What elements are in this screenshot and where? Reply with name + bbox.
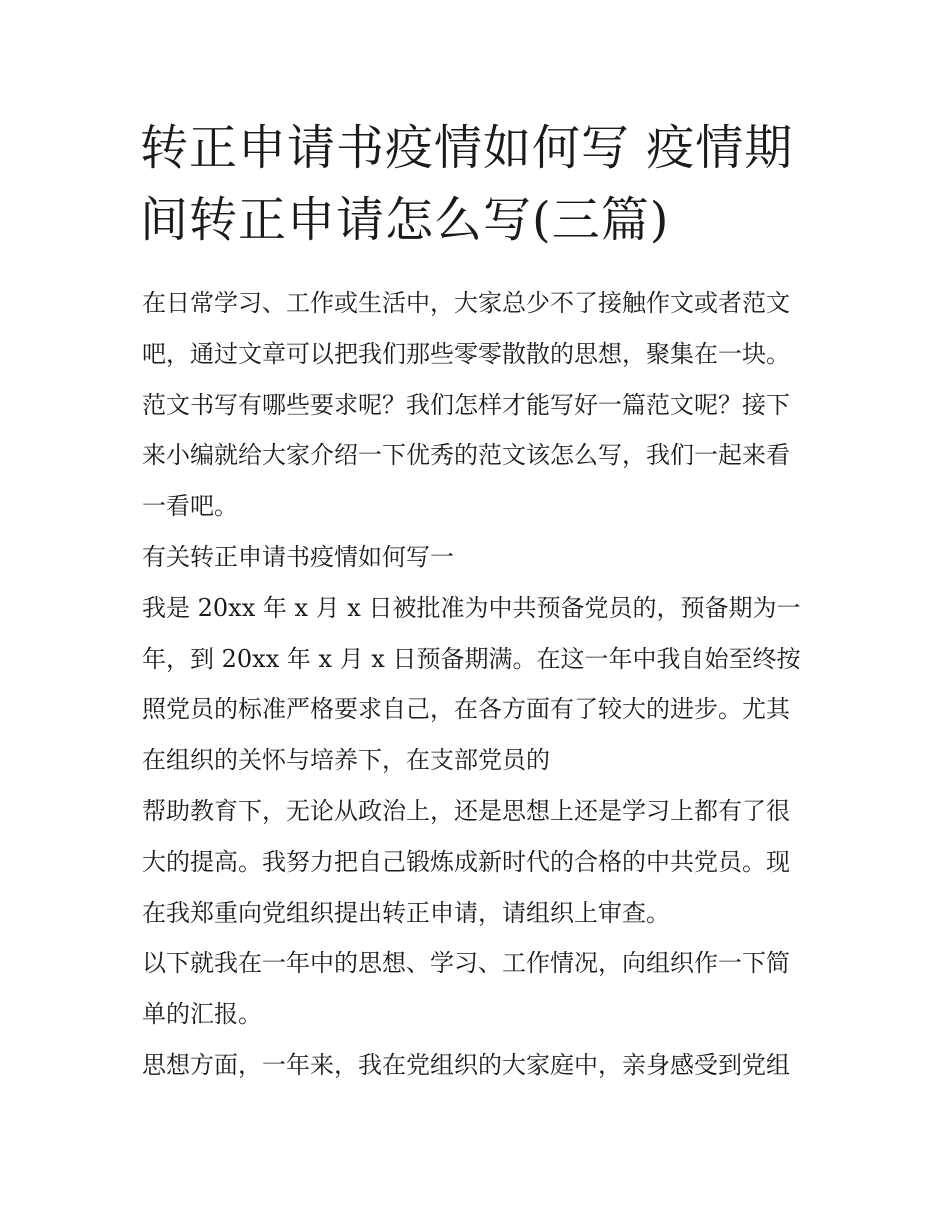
body-line: 照党员的标准严格要求自己，在各方面有了较大的进步。尤其 [142, 695, 790, 724]
document-body [142, 278, 822, 1091]
body-line: 我是 20xx 年 x 月 x 日被批准为中共预备党员的，预备期为一 [142, 593, 801, 622]
body-line: 在日常学习、工作或生活中，大家总少不了接触作文或者范文 [142, 289, 790, 317]
body-line: 来小编就给大家介绍一下优秀的范文该怎么写，我们一起来看 [142, 441, 790, 470]
body-line: 范文书写有哪些要求呢？我们怎样才能写好一篇范文呢？接下 [142, 390, 790, 419]
body-line: 年，到 20xx 年 x 月 x 日预备期满。在这一年中我自始至终按 [142, 644, 801, 673]
body-line: 大的提高。我努力把自己锻炼成新时代的合格的中共党员。现 [142, 847, 790, 876]
body-line: 以下就我在一年中的思想、学习、工作情况，向组织作一下简 [142, 949, 790, 978]
title-line: 转正申请书疫情如何写 疫情期 [140, 120, 794, 176]
document-title [140, 112, 820, 256]
body-line: 吧，通过文章可以把我们那些零零散散的思想，聚集在一块。 [142, 339, 790, 368]
body-line: 思想方面，一年来，我在党组织的大家庭中，亲身感受到党组 [142, 1050, 790, 1079]
body-line: 单的汇报。 [142, 1000, 262, 1029]
section-heading: 有关转正申请书疫情如何写一 [142, 542, 454, 571]
body-line: 在我郑重向党组织提出转正申请，请组织上审查。 [142, 898, 670, 927]
body-line: 一看吧。 [142, 492, 238, 521]
body-line: 在组织的关怀与培养下，在支部党员的 [142, 746, 550, 775]
body-line: 帮助教育下，无论从政治上，还是思想上还是学习上都有了很 [142, 796, 790, 825]
title-line: 间转正申请怎么写(三篇) [140, 192, 670, 248]
